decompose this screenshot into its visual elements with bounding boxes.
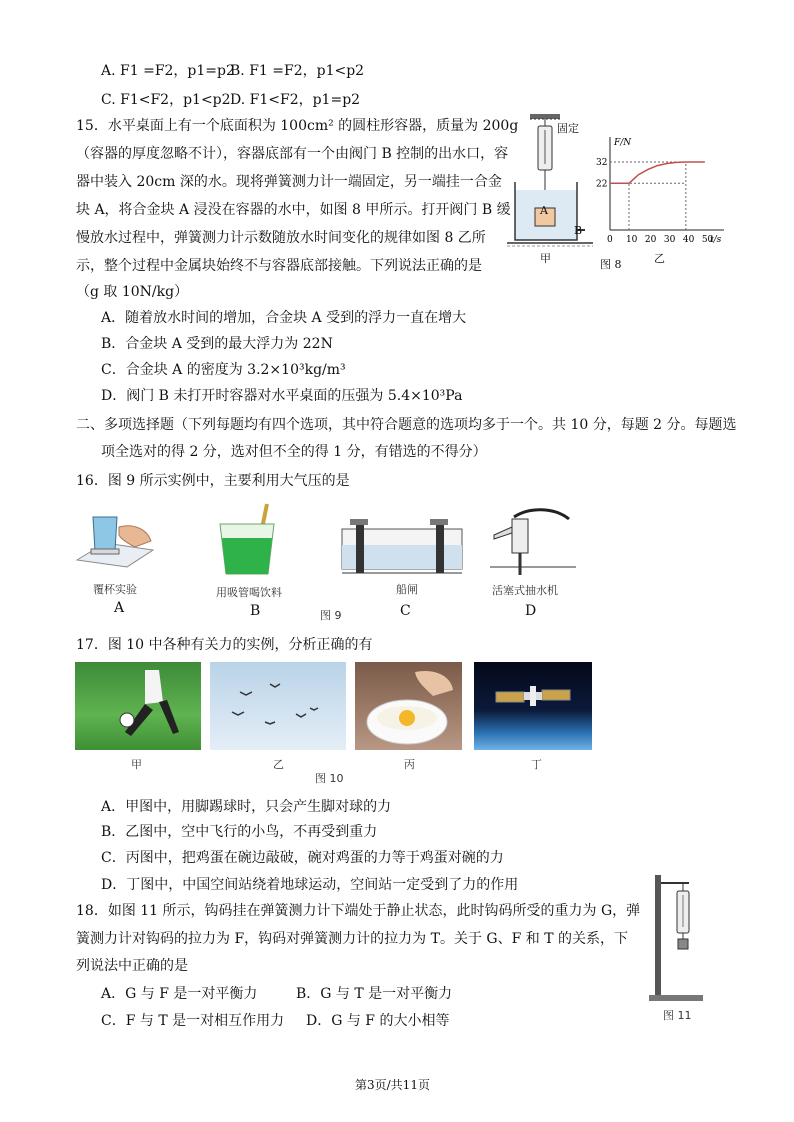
section2-heading-cont: 项全选对的得 2 分，选对但不全的得 1 分，有错选的不得分） bbox=[101, 444, 487, 460]
q15-line: 慢放水过程中，弹簧测力计示数随放水时间变化的规律如图 8 乙所 bbox=[76, 230, 486, 246]
q15-option-b: B．合金块 A 受到的最大浮力为 22N bbox=[101, 336, 333, 352]
q14-option-c: C. F1<F2，p1<p2 bbox=[101, 92, 231, 108]
q16-stem: 16．图 9 所示实例中，主要利用大气压的是 bbox=[76, 473, 350, 489]
figure-8-apparatus bbox=[505, 112, 595, 262]
q17-option-b: B．乙图中，空中飞行的小鸟，不再受到重力 bbox=[101, 824, 378, 840]
q15-option-a: A．随着放水时间的增加，合金块 A 受到的浮力一直在增大 bbox=[101, 310, 467, 326]
q18-option-b: B．G 与 T 是一对平衡力 bbox=[296, 986, 453, 1002]
drink-straw-image bbox=[212, 502, 282, 578]
q17-stem: 17．图 10 中各种有关力的实例，分析正确的有 bbox=[76, 637, 373, 653]
q18-option-c: C．F 与 T 是一对相互作用力 bbox=[101, 1013, 285, 1029]
q18-option-a: A．G 与 F 是一对平衡力 bbox=[101, 986, 258, 1002]
caption-c: 船闸 bbox=[396, 583, 418, 596]
q15-line: （容器的厚度忽略不计），容器底部有一个由阀门 B 控制的出水口，容 bbox=[76, 146, 509, 162]
y-tick-label: 22 bbox=[596, 179, 608, 190]
fig10-jia: 甲 bbox=[131, 758, 142, 771]
caption-a: 覆杯实验 bbox=[93, 583, 137, 596]
hook-weight bbox=[678, 939, 688, 949]
fig8-label: 图 8 bbox=[600, 258, 622, 271]
fig10-ding: 丁 bbox=[531, 758, 542, 771]
fig8-yi-caption: 乙 bbox=[654, 252, 665, 265]
q17-option-c: C．丙图中，把鸡蛋在碗边敲破，碗对鸡蛋的力等于鸡蛋对碗的力 bbox=[101, 850, 504, 866]
valve-label: B bbox=[574, 224, 583, 237]
figure-11-stand bbox=[645, 873, 707, 1005]
letter-b: B bbox=[250, 603, 261, 619]
soccer-kick-photo bbox=[75, 662, 201, 750]
x-tick-label: 10 bbox=[625, 235, 638, 245]
fig10-yi: 乙 bbox=[273, 758, 284, 771]
fixed-label: 固定 bbox=[557, 122, 579, 135]
y-tick-label: 32 bbox=[596, 158, 608, 168]
q14-option-a: A. F1 =F2，p1=p2 bbox=[101, 63, 235, 79]
q17-option-a: A．甲图中，用脚踢球时，只会产生脚对球的力 bbox=[101, 799, 392, 815]
fig10-label: 图 10 bbox=[315, 772, 344, 785]
x-tick-label: 30 bbox=[663, 235, 676, 245]
q18-line-2: 簧测力计对钩码的拉力为 F，钩码对弹簧测力计的拉力为 T。关于 G、F 和 T 的关系，下 bbox=[76, 931, 628, 947]
block-label: A bbox=[540, 204, 548, 217]
fig11-label: 图 11 bbox=[663, 1009, 692, 1022]
q15-line: 块 A，将合金块 A 浸没在容器的水中，如图 8 甲所示。打开阀门 B 缓 bbox=[76, 202, 511, 218]
q15-line: 器中装入 20cm 深的水。现将弹簧测力计一端固定，另一端挂一合金 bbox=[76, 174, 502, 190]
q15-line: 示，整个过程中金属块始终不与容器底部接触。下列说法正确的是 bbox=[76, 258, 482, 274]
letter-a: A bbox=[114, 600, 125, 616]
section2-heading: 二、多项选择题（下列每题均有四个选项，其中符合题意的选项均多于一个。共 10 分，每题 2 分。每题选 bbox=[76, 417, 737, 433]
x-axis-label: t/s bbox=[710, 235, 722, 245]
letter-d: D bbox=[525, 603, 537, 619]
q18-option-d: D．G 与 F 的大小相等 bbox=[306, 1013, 450, 1029]
letter-c: C bbox=[400, 603, 411, 619]
hanger bbox=[530, 114, 560, 126]
birds-photo bbox=[210, 662, 346, 750]
q14-option-b: B. F1 =F2，p1<p2 bbox=[230, 63, 365, 79]
x-tick-label: 0 bbox=[607, 235, 613, 245]
q15-line: （g 取 10N/kg） bbox=[76, 284, 189, 300]
q14-option-d: D. F1<F2，p1=p2 bbox=[230, 92, 361, 108]
x-tick-label: 20 bbox=[644, 235, 657, 245]
q18-line-1: 18．如图 11 所示，钩码挂在弹簧测力计下端处于静止状态，此时钩码所受的重力为 G，弹 bbox=[76, 903, 641, 919]
piston-pump-image bbox=[484, 505, 579, 580]
fig8-jia-caption: 甲 bbox=[540, 252, 551, 265]
y-axis-label: F/N bbox=[614, 138, 632, 148]
q17-option-d: D．丁图中，中国空间站绕着地球运动，空间站一定受到了力的作用 bbox=[101, 877, 519, 893]
egg-bowl-photo bbox=[355, 662, 462, 750]
q15-line: 15．水平桌面上有一个底面积为 100cm² 的圆柱形容器，质量为 200g bbox=[76, 118, 519, 134]
cup-experiment-image bbox=[75, 505, 155, 575]
x-tick-label: 40 bbox=[682, 235, 695, 245]
fig9-label: 图 9 bbox=[320, 609, 342, 622]
ship-lock-image bbox=[338, 515, 466, 580]
page-number: 第3页/共11页 bbox=[355, 1078, 430, 1092]
q15-option-c: C．合金块 A 的密度为 3.2×10³kg/m³ bbox=[101, 362, 346, 378]
x-tick-label: 50 bbox=[701, 235, 714, 245]
caption-b: 用吸管喝饮料 bbox=[216, 586, 282, 599]
space-station-photo bbox=[474, 662, 592, 750]
q15-option-d: D．阀门 B 未打开时容器对水平桌面的压强为 5.4×10³Pa bbox=[101, 388, 463, 404]
q18-line-3: 列说法中正确的是 bbox=[76, 958, 188, 974]
figure-8-chart bbox=[596, 135, 726, 245]
caption-d: 活塞式抽水机 bbox=[492, 584, 558, 597]
fig10-bing: 丙 bbox=[404, 758, 415, 771]
series-line-F bbox=[610, 162, 705, 183]
